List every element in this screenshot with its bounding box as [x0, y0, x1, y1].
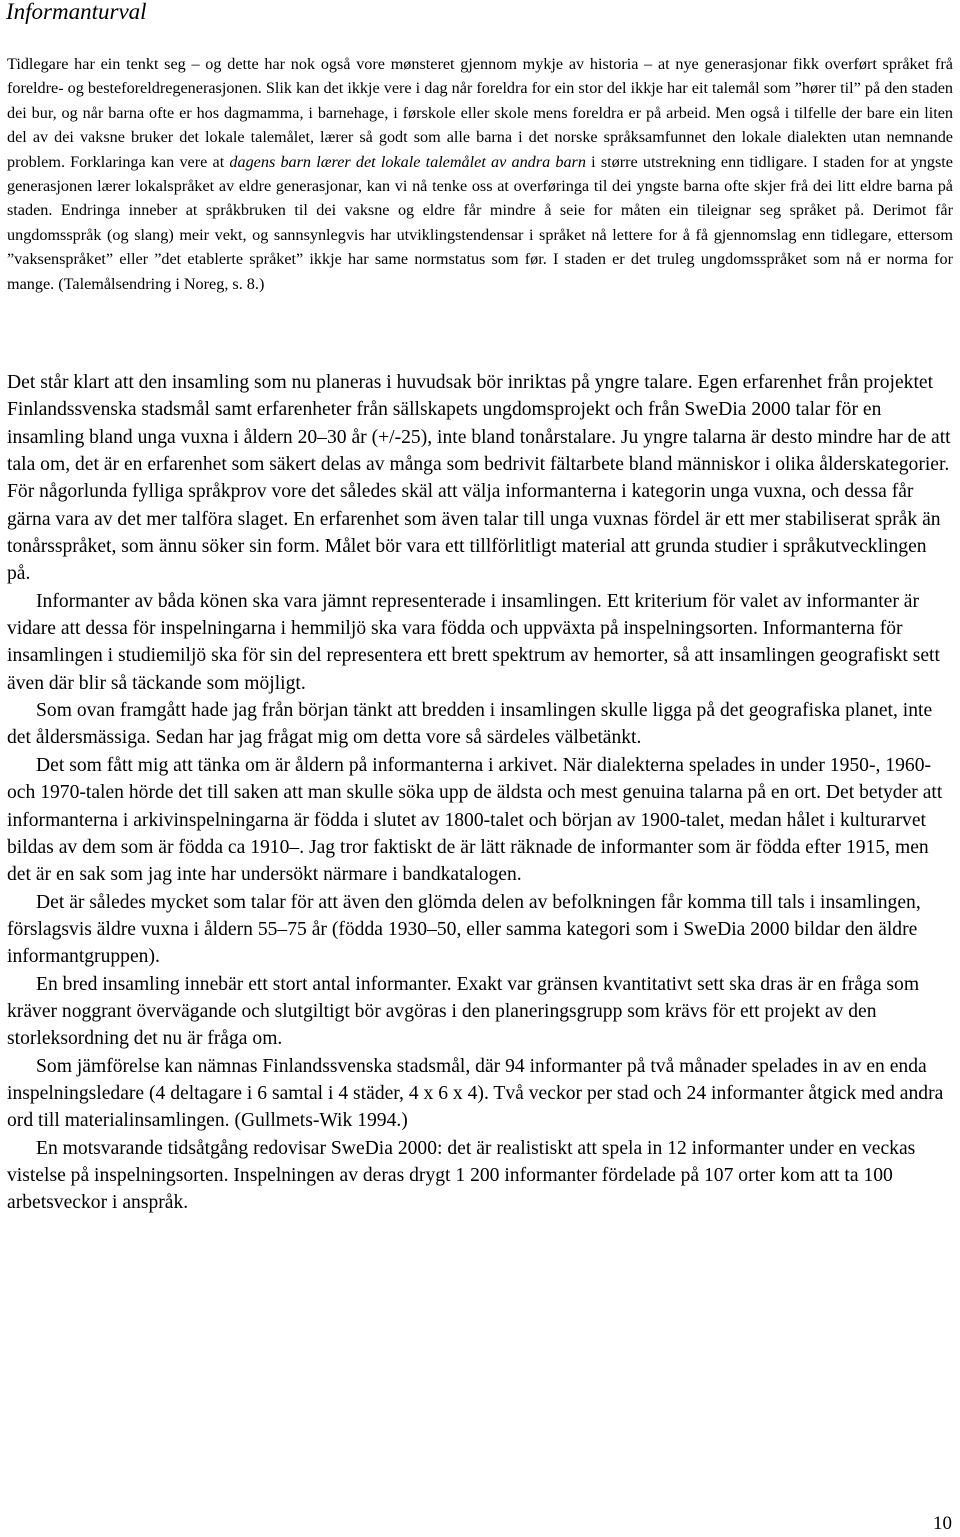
paragraph-8: En motsvarande tidsåtgång redovisar SweDia 2000: det är realistiskt att spela in 12 informanter under en veckas vistelse på inspelningsorten. Inspelningen av deras drygt 1 200 informanter fördelade på 107 orter kom att ta 100 arbetsveckor i anspråk. [7, 1137, 916, 1214]
page-number: 10 [933, 1513, 952, 1534]
body-text [7, 369, 953, 1217]
paragraph-6: En bred insamling innebär ett stort antal informanter. Exakt var gränsen kvantitativt sett ska dras är en fråga som kräver noggrant övervägande och slutgiltigt bör avgöras i den planeringsgrupp som krävs för ett projekt av den storleksordning det nu är fråga om. [7, 973, 920, 1050]
paragraph-3: Som ovan framgått hade jag från början tänkt att bredden i insamlingen skulle ligga på det geografiska planet, inte det åldersmässiga. Sedan har jag frågat mig om detta vore så särdeles välbetänkt. [7, 700, 933, 749]
quote-paragraph [7, 52, 953, 296]
paragraph-5: Det är således mycket som talar för att även den glömda delen av befolkningen får komma till tals i insamlingen, förslagsvis äldre vuxna i åldern 55–75 år (födda 1930–50, eller samma kategori som i SweDia 2000 bildar den äldre informantgruppen). [7, 891, 921, 968]
paragraph-2: Informanter av båda könen ska vara jämnt representerade i insamlingen. Ett kriterium för valet av informanter är vidare att dessa för inspelningarna i hemmiljö ska vara födda och uppväxta på inspelningsorten. Informanterna för insamlingen i studiemiljö ska för sin del representera ett brett spektrum av hemorter, så att insamlingen geografiskt sett även där blir så täckande som möjligt. [7, 590, 940, 694]
paragraph-4: Det som fått mig att tänka om är åldern på informanterna i arkivet. När dialekterna spelades in under 1950-, 1960- och 1970-talen hörde det till saken att man skulle söka upp de äldsta och mest genuina talarna på en ort. Det betyder att informanterna i arkivinspelningarna är födda i slutet av 1800-talet och början av 1900-talet, medan hålet i kulturarvet bildas av dem som är födda ca 1910–. Jag tror faktiskt de är lätt räknade de informanter som är födda efter 1915, men det är en sak som jag inte har undersökt närmare i bandkatalogen. [7, 754, 943, 886]
paragraph-1: Det står klart att den insamling som nu planeras i huvudsak bör inriktas på yngre talare. Egen erfarenhet från projektet Finlandssvenska stadsmål samt erfarenheter från sällskapets ungdomsprojekt och från SweDia 2000 talar för en insamling bland unga vuxna i åldern 20–30 år (+/-25), inte bland tonårstalare. Ju yngre talarna är desto mindre har de att tala om, det är en erfarenhet som säkert delas av många som bedrivit fältarbete bland människor i olika ålderskategorier. För någorlunda fylliga språkprov vore det således skäl att välja informanterna i kategorin unga vuxna, och dessa får gärna vara av det mer talföra slaget. En erfarenhet som även talar till unga vuxnas fördel är ett mer stabiliserat språk än tonårsspråket, som ännu söker sin form. Målet bör vara ett tillförlitligt material att grunda studier i språkutvecklingen på. [7, 372, 951, 585]
paragraph-7: Som jämförelse kan nämnas Finlandssvenska stadsmål, där 94 informanter på två månader spelades in av en enda inspelningsledare (4 deltagare i 6 samtal i 4 städer, 4 x 6 x 4). Två veckor per stad och 24 informanter åtgick med andra ord till materialinsamlingen. (Gullmets-Wik 1994.) [7, 1055, 944, 1132]
quote-text-part-1: Tidlegare har ein tenkt seg – og dette har nok også vore mønsteret gjennom mykje av historia – at nye generasjonar fikk overført språket frå foreldre- og besteforeldregenerasjonen. Slik kan det ikkje vere i dag når foreldra for ein stor del ikkje har eit talemål som ”hører til” på den staden dei bur, og når barna ofte er hos dagmamma, i barnehage, i førskole eller skole mens foreldra er på arbeid. Men også i tilfelle der bare ein liten del av dei vaksne bruker det lokale talemålet, lærer så godt som alle barna i det norske språksamfunnet den lokale dialekten utan nemnande problem. Forklaringa kan vere at [7, 55, 953, 171]
quote-emphasis: dagens barn lærer det lokale talemålet av andra barn [229, 152, 586, 171]
quote-text-part-2: i større utstrekning enn tidligare. I staden for at yngste generasjonen lærer lokalspråket av eldre generasjonar, kan vi nå tenke oss at overføringa til dei yngste barna ofte skjer frå dei litt eldre barna på staden. Endringa inneber at språkbruken til dei vaksne og eldre får mindre å seie for måten ein tileignar seg språket på. Derimot får ungdomsspråk (og slang) meir vekt, og sannsynlegvis har utviklingstendensar i språket nå lettere for å få gjennomslag enn tidlegare, ettersom ”vaksenspråket” eller ”det etablerte språket” ikkje har same normstatus som før. I staden er det truleg ungdomsspråket som nå er norma for mange. (Talemålsendring i Noreg, s. 8.) [7, 152, 953, 293]
block-quote [7, 52, 953, 296]
section-heading: Informanturval [6, 0, 147, 24]
